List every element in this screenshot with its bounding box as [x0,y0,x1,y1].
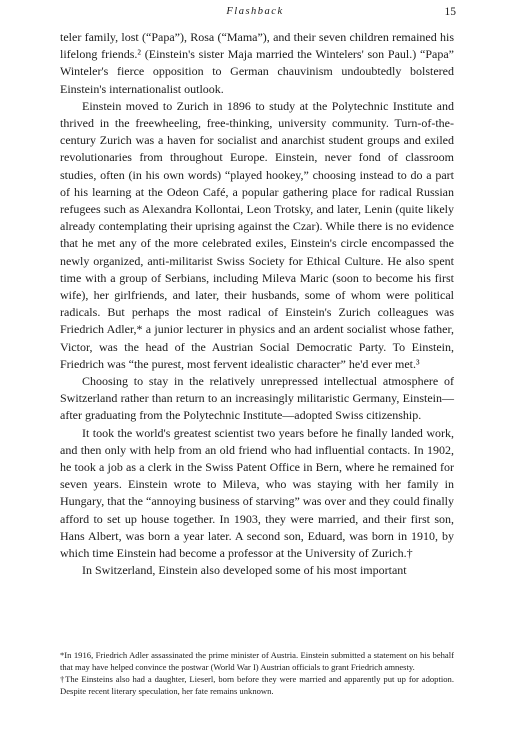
paragraph-1: teler family, lost (“Papa”), Rosa (“Mama”), and their seven children remained his lifelong friends.² (Einstein's sister Maja married the Wintelers' son Paul.) “Papa” Winteler's fierce opposition to German chauvinism undoubtedly bolstered Einstein's internationalist outlook. [60,30,454,96]
page-number: 15 [444,6,456,18]
running-head [0,6,510,22]
body-text [60,29,454,580]
paragraph-4: It took the world's greatest scientist two years before he finally landed work, and then only with help from an old friend who had influential contacts. In 1902, he took a job as a clerk in the Swiss Patent Office in Bern, where he remained for seven years. Einstein wrote to Mileva, who was staying with her family in Hungary, that the “annoying business of starving” was over and they could finally afford to set up house together. In 1903, they were married, and their first son, Hans Albert, was born a year later. A second son, Eduard, was born in 1910, by which time Einstein had become a professor at the University of Zurich.† [60,425,454,561]
footnotes [60,650,454,698]
paragraph-3: Choosing to stay in the relatively unrepressed intellectual atmosphere of Switzerland rather than return to an increasingly militaristic Germany, Einstein—after graduating from the Polytechnic Institute—adopted Swiss citizenship. [60,374,454,423]
running-title: Flashback [226,6,284,17]
paragraph-5: In Switzerland, Einstein also developed some of his most important [82,563,407,578]
footnote-asterisk: *In 1916, Friedrich Adler assassinated the prime minister of Austria. Einstein submitted a statement on his behalf that may have helped convince the postwar (World War I) Austrian officials to grant Friedrich amnesty. [60,650,454,672]
paragraph-2: Einstein moved to Zurich in 1896 to study at the Polytechnic Institute and thrived in the freewheeling, free-thinking, university community. Turn-of-the-century Zurich was a haven for socialist and anarchist student groups and exiled revolutionaries from throughout Europe. Einstein, never fond of classroom studies, often (in his own words) “played hookey,” choosing instead to do a part of his learning at the Odeon Café, a popular gathering place for radical Russian refugees such as Alexandra Kollontai, Leon Trotsky, and later, Lenin (quite likely already contemplating their uprising against the Czar). While there is no evidence that he met any of the more celebrated exiles, Einstein's circle encompassed the newly organized, anti-militarist Swiss Society for Ethical Culture. He also spent time with a group of Serbians, including Mileva Maric (soon to become his first wife), her girlfriends, and later, their husbands, some of whom were political radicals. But perhaps the most radical of Einstein's Zurich colleagues was Friedrich Adler,* a junior lecturer in physics and an ardent socialist whose father, Victor, was the head of the Austrian Social Democratic Party. To Einstein, Friedrich was “the purest, most fervent idealistic character” he'd ever met.³ [60,98,454,371]
footnote-dagger: †The Einsteins also had a daughter, Lieserl, born before they were married and apparently put up for adoption. Despite recent literary speculation, her fate remains unknown. [60,674,454,696]
